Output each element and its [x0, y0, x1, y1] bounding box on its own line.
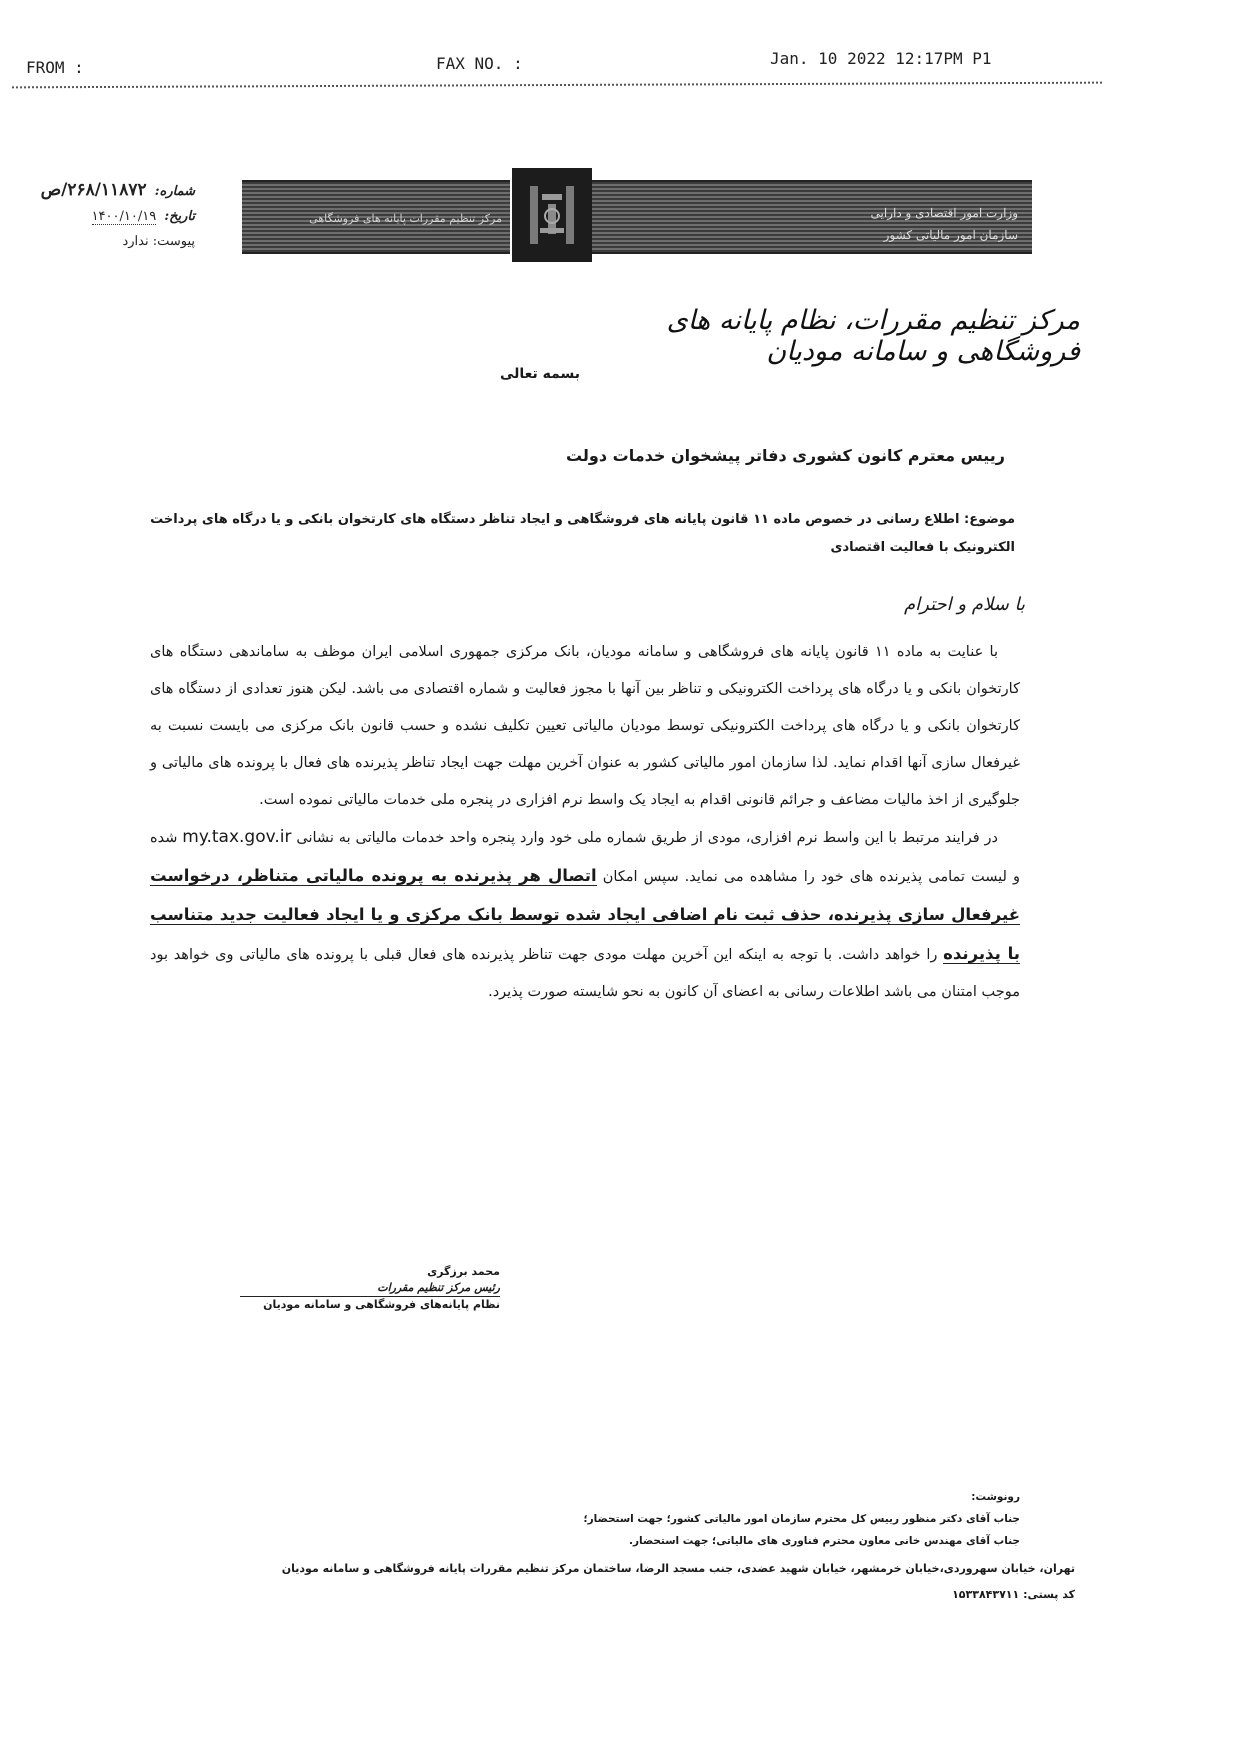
cc-block [510, 1486, 1020, 1552]
ministry-name: وزارت امور اقتصادی و دارایی [870, 206, 1018, 220]
fax-number: FAX NO. : [436, 54, 523, 73]
letterhead-band [242, 168, 1032, 264]
address-text: تهران، خیابان سهروردی،خیابان خرمشهر، خیابان شهید عضدی، جنب مسجد الرضا، ساختمان مرکز تنظیم مقررات پایانه فروشگاهی و سامانه مودیان [281, 1562, 1075, 1575]
fax-from: FROM : [26, 58, 84, 77]
letter-number-row [30, 178, 195, 204]
cc-line-1: جناب آقای دکتر منظور رییس کل محترم سازمان امور مالیاتی کشور؛ جهت استحضار؛ [583, 1513, 1020, 1525]
addressee: رییس معترم کانون کشوری دفاتر پیشخوان خدمات دولت [565, 446, 1005, 465]
salutation: با سلام و احترام [904, 594, 1025, 615]
tax-portal-url: my.tax.gov.ir [182, 827, 292, 847]
organization-name: سازمان امور مالیاتی کشور [883, 228, 1018, 242]
body-p2-part-b: شده و لیست تمامی پذیرنده های خود را مشاهده می نماید. سپس امکان [150, 830, 1021, 885]
body-p2-part-a: در فرایند مرتبط با این واسط نرم افزاری، مودی از طریق شماره ملی خود وارد پنجره واحد خدمات مالیاتی به نشانی [296, 830, 998, 846]
fax-header [0, 0, 1240, 90]
body-paragraph-2 [150, 819, 1020, 1011]
body-paragraph-1: با عنایت به ماده ۱۱ قانون پایانه های فروشگاهی و سامانه مودیان، بانک مرکزی جمهوری اسلامی ایران موظف به ساماندهی دستگاه های کارتخوان بانکی و یا درگاه های پرداخت الکترونیکی و تناظر بین آنها با مجوز فعالیت و شماره اقتصادی می باشد. لیکن هنوز تعدادی از دستگاه های کارتخوان بانکی و یا درگاه های پرداخت الکترونیکی توسط مودیان مالیاتی تعیین تکلیف نشده و حسب قانون بانک مرکزی می بایست نسبت به غیرفعال سازی آنها اقدام نماید. لذا سازمان امور مالیاتی کشور به عنوان آخرین مهلت جهت ایجاد تناظر پذیرنده های فعال با پرونده های مالیاتی و جلوگیری از اخذ مالیات مضاعف و جرائم قانونی اقدام به ایجاد یک واسط نرم افزاری در پنجره ملی خدمات مالیاتی نموده است. [150, 644, 1020, 808]
signer-name: محمد برزگری [427, 1265, 500, 1278]
letter-meta [30, 178, 195, 254]
cc-line-2: جناب آقای مهندس خانی معاون محترم فناوری های مالیاتی؛ جهت استحضار. [629, 1535, 1020, 1547]
signer-title-2: نظام پایانه‌های فروشگاهی و سامانه مودیان [263, 1298, 500, 1311]
letterhead-strip-right [592, 180, 1032, 254]
letter-number-label: شماره: [154, 184, 195, 199]
fax-date: Jan. 10 2022 12:17PM P1 [770, 49, 992, 68]
body-emphasis: اتصال هر پذیرنده به پرونده مالیاتی متناظر، درخواست غیرفعال سازی پذیرنده، حذف ثبت نام اضافی ایجاد شده توسط بانک مرکزی و یا ایجاد فعالیت جدید متناسب با پذیرنده [150, 866, 1020, 963]
cc-heading: رونوشت: [971, 1491, 1020, 1503]
letter-attachment: پیوست: ندارد [122, 234, 195, 249]
letter-date-row [30, 204, 195, 229]
letter-date: ۱۴۰۰/۱۰/۱۹ [91, 209, 157, 224]
letter-date-label: تاریخ: [164, 209, 195, 224]
letterhead-left-text: مرکز تنظیم مقررات پایانه های فروشگاهی [309, 212, 502, 225]
postal-code: کد پستی: ۱۵۳۳۸۴۳۷۱۱ [952, 1588, 1075, 1601]
letterhead-strip-left [242, 180, 510, 254]
letter-number: ۲۶۸/۱۱۸۷۲/ص [40, 180, 147, 200]
center-title: مرکز تنظیم مقررات، نظام پایانه های فروشگاهی و سامانه مودیان [666, 305, 1080, 367]
emblem-icon [512, 168, 592, 262]
footer-address [120, 1556, 1075, 1608]
emblem-graphic [522, 178, 582, 252]
letterhead-right-text [598, 202, 1018, 246]
letter-body [150, 634, 1020, 1011]
body-p2-part-c: را خواهد داشت. با توجه به اینکه این آخرین مهلت مودی جهت تناظر پذیرنده های فعال قبلی با پرونده های مالیاتی وی خواهد بود موجب امتنان می باشد اطلاعات رسانی به اعضای آن کانون به نحو شایسته صورت پذیرد. [150, 947, 1020, 1000]
fax-divider [12, 82, 1102, 89]
bismillah: بسمه تعالی [499, 366, 581, 382]
signer-title-1: رئیس مرکز تنظیم مقررات [240, 1280, 500, 1297]
subject-line: موضوع: اطلاع رسانی در خصوص ماده ۱۱ قانون پایانه های فروشگاهی و ایجاد تناظر دستگاه های کارتخوان بانکی و یا درگاه های پرداخت الکترونیک با فعالیت اقتصادی [150, 512, 1015, 555]
signature-block [240, 1264, 500, 1313]
